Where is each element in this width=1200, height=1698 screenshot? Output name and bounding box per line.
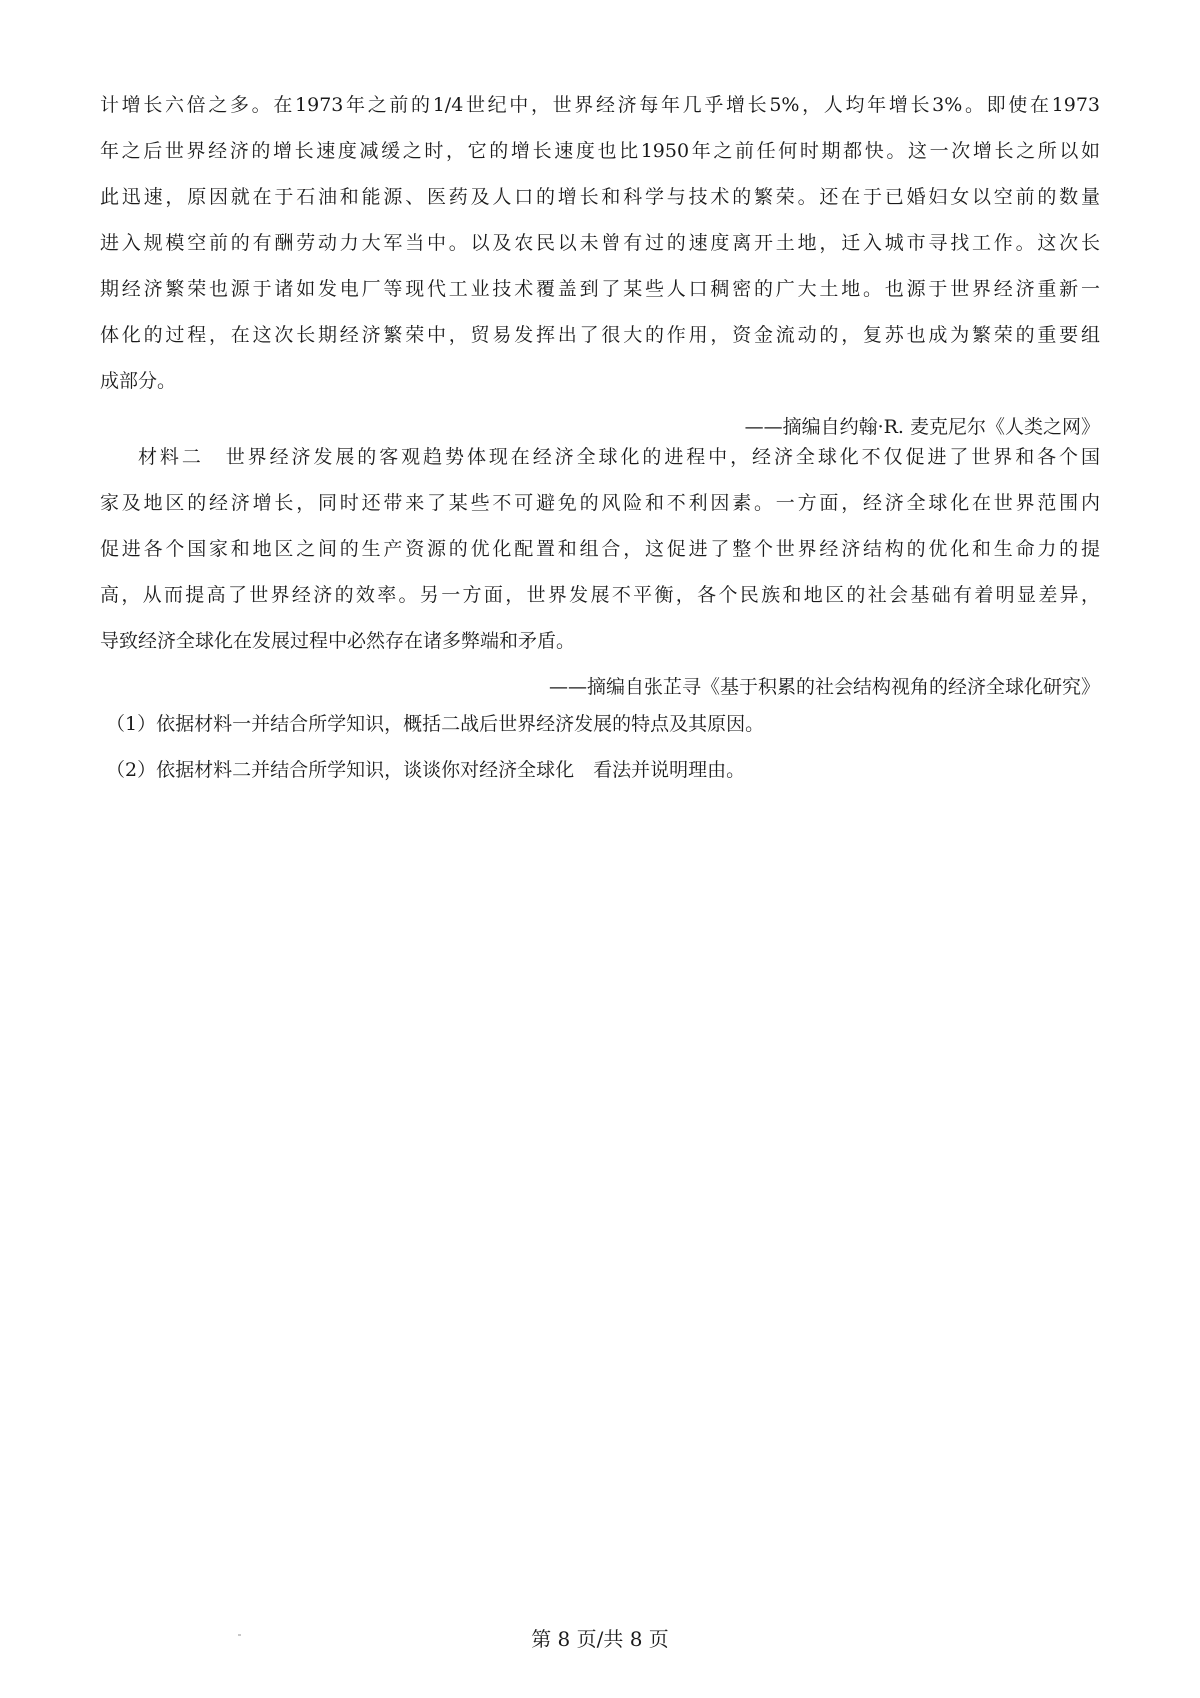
paragraph-line: 材料二 世界经济发展的客观趋势体现在经济全球化的进程中，经济全球化不仅促进了世界和各个国 — [138, 446, 1100, 468]
paragraph-line: 高，从而提高了世界经济的效率。另一方面，世界发展不平衡，各个民族和地区的社会基础有着明显差异， — [100, 584, 1100, 606]
paragraph-line: 家及地区的经济增长，同时还带来了某些不可避免的风险和不利因素。一方面，经济全球化在世界范围内 — [100, 492, 1100, 514]
paragraph-line: 年之后世界经济的增长速度减缓之时，它的增长速度也比1950年之前任何时期都快。这一次增长之所以如 — [100, 140, 1100, 162]
paragraph-line: 促进各个国家和地区之间的生产资源的优化配置和组合，这促进了整个世界经济结构的优化和生命力的提 — [100, 538, 1100, 560]
paragraph-line: 导致经济全球化在发展过程中必然存在诸多弊端和矛盾。 — [100, 630, 576, 652]
questions-block — [100, 701, 1100, 793]
paragraph-line: 计增长六倍之多。在1973年之前的1/4世纪中，世界经济每年几乎增长5%，人均年增长3%。即使在1973 — [100, 94, 1100, 116]
question-1: （1）依据材料一并结合所学知识，概括二战后世界经济发展的特点及其原因。 — [106, 713, 765, 735]
material-two-citation: ——摘编自张芷寻《基于积累的社会结构视角的经济全球化研究》 — [548, 676, 1100, 698]
material-one-paragraph — [100, 82, 1100, 450]
paragraph-line: 体化的过程，在这次长期经济繁荣中，贸易发挥出了很大的作用，资金流动的，复苏也成为繁荣的重要组 — [100, 324, 1100, 346]
paragraph-line: 成部分。 — [100, 370, 177, 392]
material-two-paragraph — [100, 434, 1100, 710]
question-2: （2）依据材料二并结合所学知识，谈谈你对经济全球化 看法并说明理由。 — [106, 759, 746, 781]
paragraph-line: 此迅速，原因就在于石油和能源、医药及人口的增长和科学与技术的繁荣。还在于已婚妇女以空前的数量 — [100, 186, 1100, 208]
material-one-citation: ——摘编自约翰·R. 麦克尼尔《人类之网》 — [744, 416, 1100, 438]
paragraph-line: 进入规模空前的有酬劳动力大军当中。以及农民以未曾有过的速度离开土地，迁入城市寻找工作。这次长 — [100, 232, 1100, 254]
page-number-footer: 第 8 页/共 8 页 — [531, 1627, 669, 1651]
paragraph-line: 期经济繁荣也源于诸如发电厂等现代工业技术覆盖到了某些人口稠密的广大土地。也源于世界经济重新一 — [100, 278, 1100, 300]
